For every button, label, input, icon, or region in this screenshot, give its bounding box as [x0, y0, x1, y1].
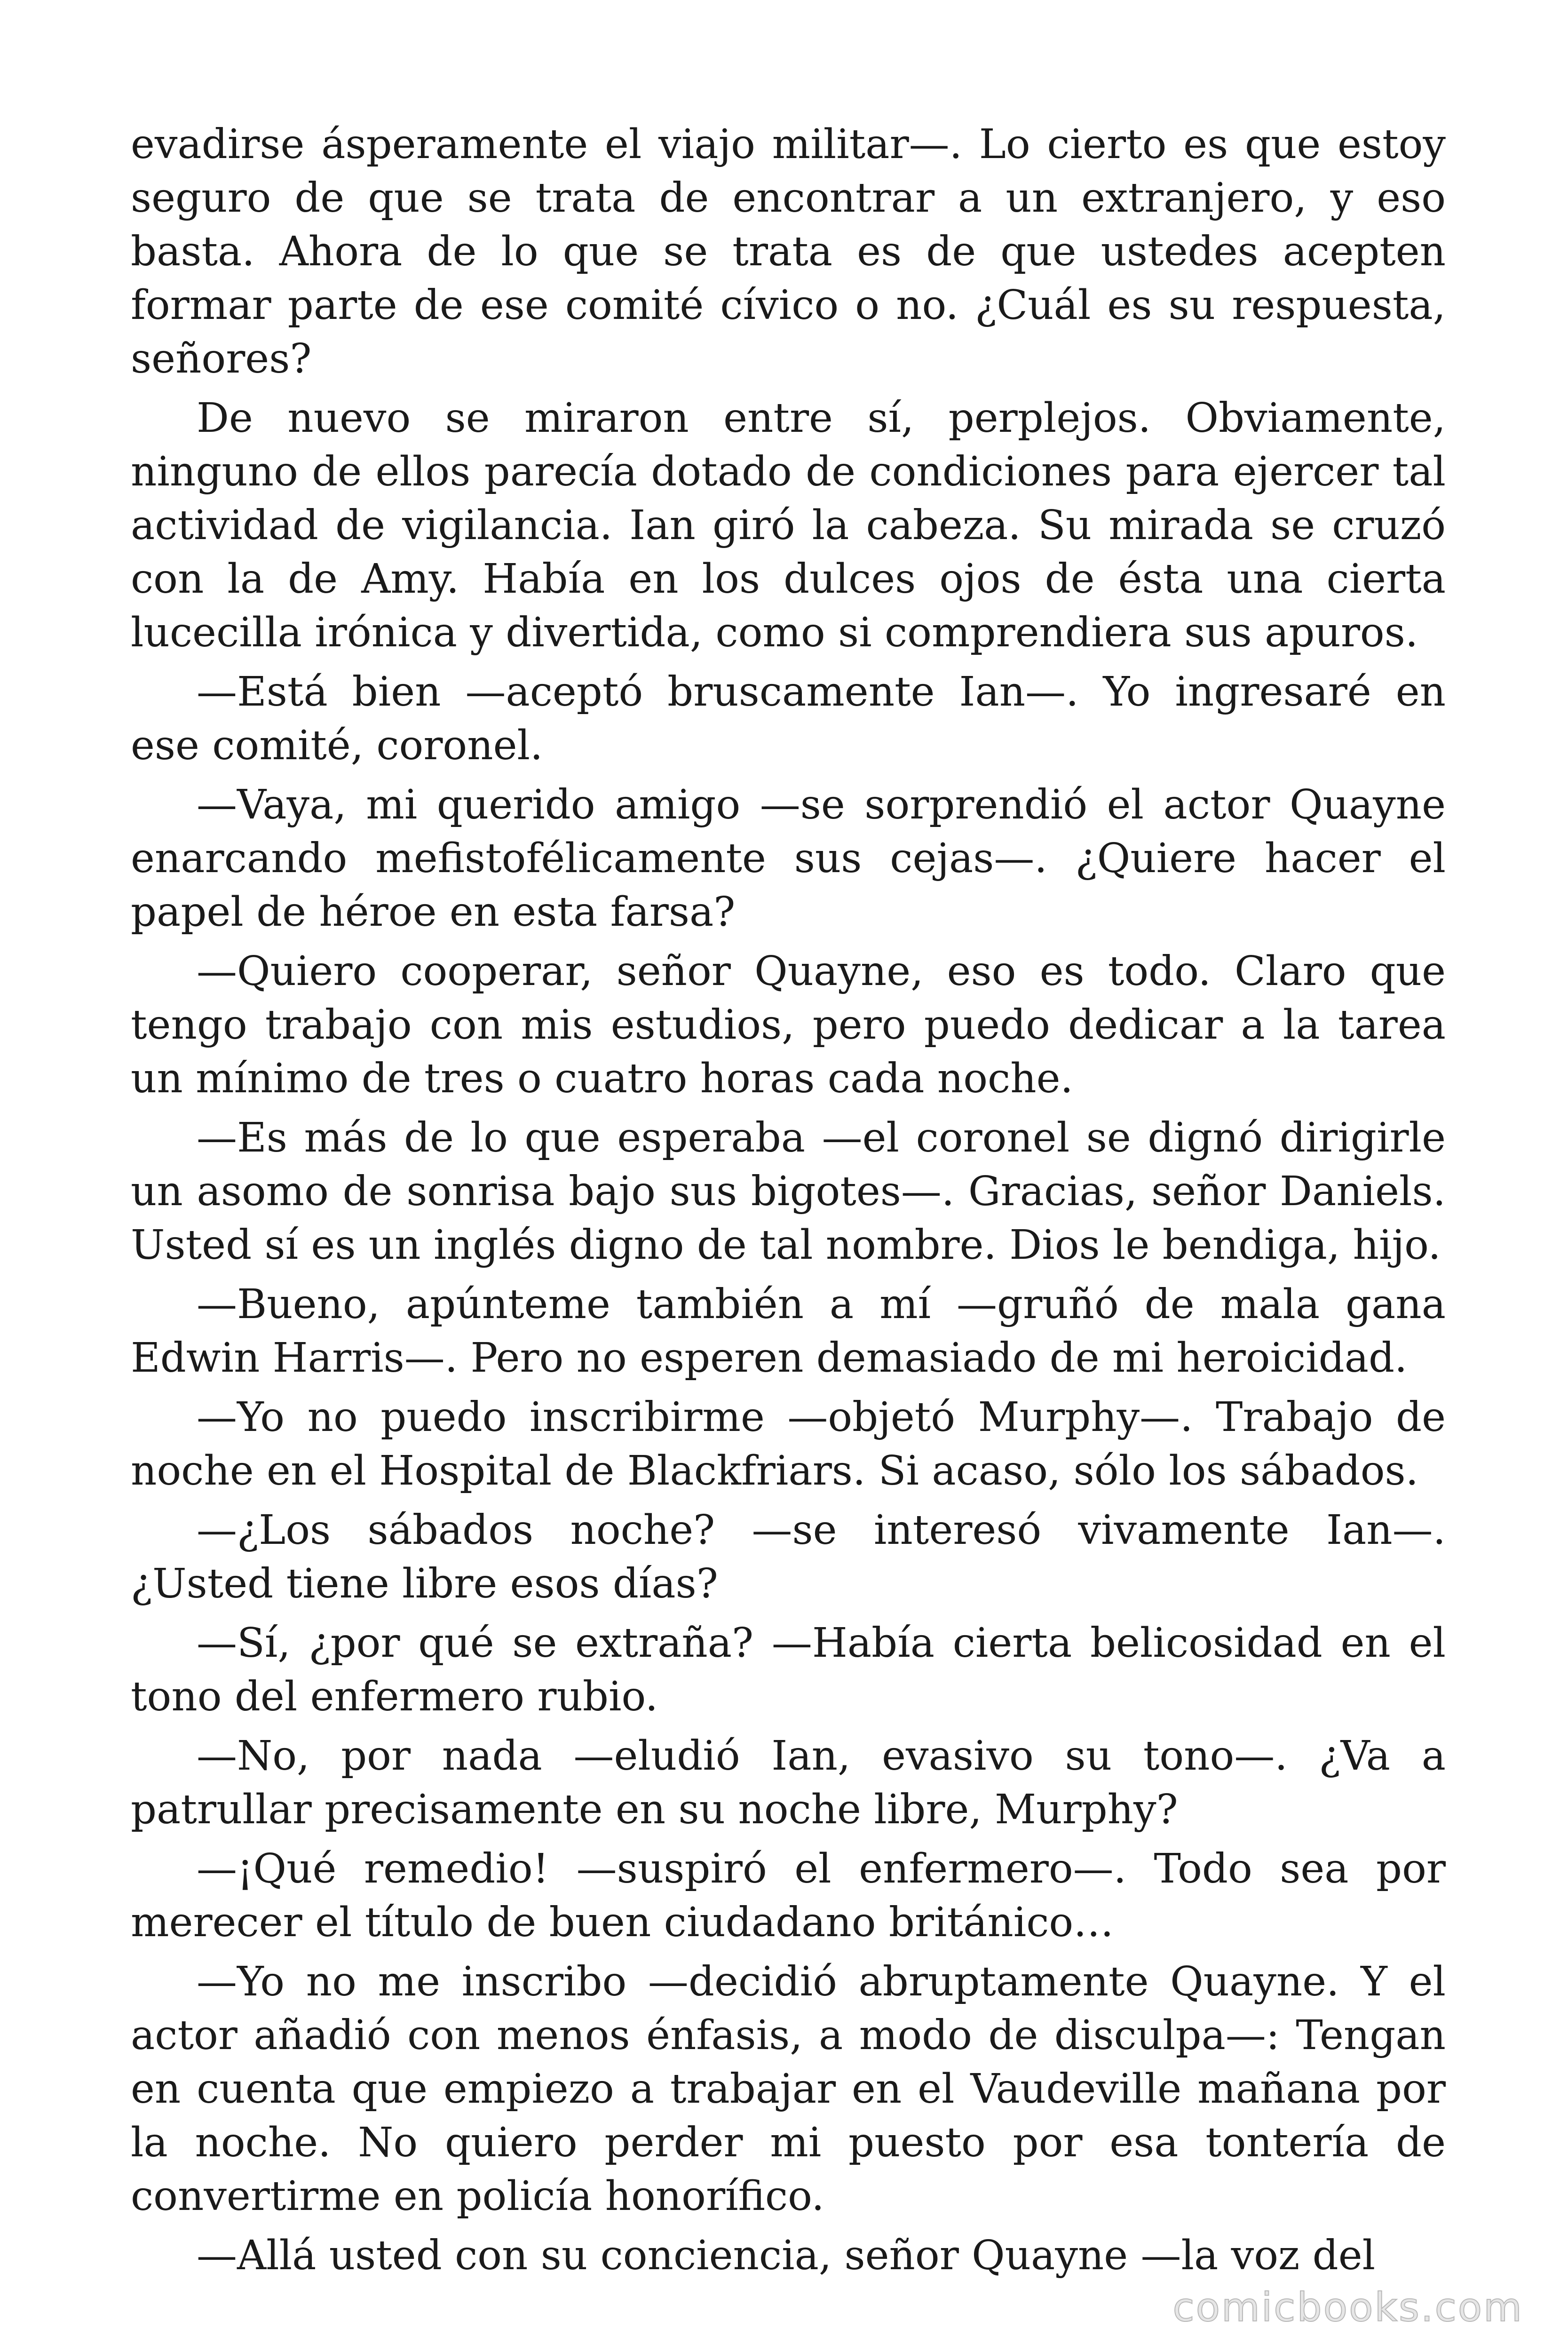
paragraph-8: —Yo no puedo inscribirme —objetó Murphy—. Trabajo de noche en el Hospital de Blackfriars. Si acaso, sólo los sábados.: [131, 1394, 1446, 1494]
paragraph-11: —No, por nada —eludió Ian, evasivo su tono—. ¿Va a patrullar precisamente en su noche libre, Murphy?: [131, 1732, 1446, 1833]
paragraph-2: De nuevo se miraron entre sí, perplejos. Obviamente, ninguno de ellos parecía dotado de condiciones para ejercer tal actividad de vigilancia. Ian giró la cabeza. Su mirada se cruzó con la de Amy. Había en los dulces ojos de ésta una cierta lucecilla irónica y divertida, como si comprendiera sus apuros.: [131, 395, 1446, 656]
paragraph-9: —¿Los sábados noche? —se interesó vivamente Ian—. ¿Usted tiene libre esos días?: [131, 1507, 1446, 1607]
paragraph-13: —Yo no me inscribo —decidió abruptamente Quayne. Y el actor añadió con menos énfasis, a modo de disculpa—: Tengan en cuenta que empiezo a trabajar en el Vaudeville mañana por la noche. No quiero perder mi puesto por esa tontería de convertirme en policía honorífico.: [131, 1958, 1446, 2220]
paragraph-7: —Bueno, apúnteme también a mí —gruñó de mala gana Edwin Harris—. Pero no esperen demasiado de mi heroicidad.: [131, 1281, 1446, 1382]
book-page-text: [131, 118, 1446, 2288]
site-watermark: comicbooks.com: [1172, 2284, 1523, 2330]
paragraph-1: evadirse ásperamente el viajo militar—. Lo cierto es que estoy seguro de que se trata de encontrar a un extranjero, y eso basta. Ahora de lo que se trata es de que ustedes acepten formar parte de ese comité cívico o no. ¿Cuál es su respuesta, señores?: [131, 121, 1446, 382]
paragraph-6: —Es más de lo que esperaba —el coronel se dignó dirigirle un asomo de sonrisa bajo sus bigotes—. Gracias, señor Daniels. Usted sí es un inglés digno de tal nombre. Dios le bendiga, hijo.: [131, 1114, 1446, 1269]
paragraph-12: —¡Qué remedio! —suspiró el enfermero—. Todo sea por merecer el título de buen ciudadano británico…: [131, 1845, 1446, 1946]
paragraph-10: —Sí, ¿por qué se extraña? —Había cierta belicosidad en el tono del enfermero rubio.: [131, 1620, 1446, 1720]
paragraph-4: —Vaya, mi querido amigo —se sorprendió el actor Quayne enarcando mefistofélicamente sus cejas—. ¿Quiere hacer el papel de héroe en esta farsa?: [131, 781, 1446, 936]
paragraph-3: —Está bien —aceptó bruscamente Ian—. Yo ingresaré en ese comité, coronel.: [131, 668, 1446, 769]
paragraph-14: —Allá usted con su conciencia, señor Quayne —la voz del: [197, 2232, 1376, 2279]
paragraph-5: —Quiero cooperar, señor Quayne, eso es todo. Claro que tengo trabajo con mis estudios, pero puedo dedicar a la tarea un mínimo de tres o cuatro horas cada noche.: [131, 948, 1446, 1102]
